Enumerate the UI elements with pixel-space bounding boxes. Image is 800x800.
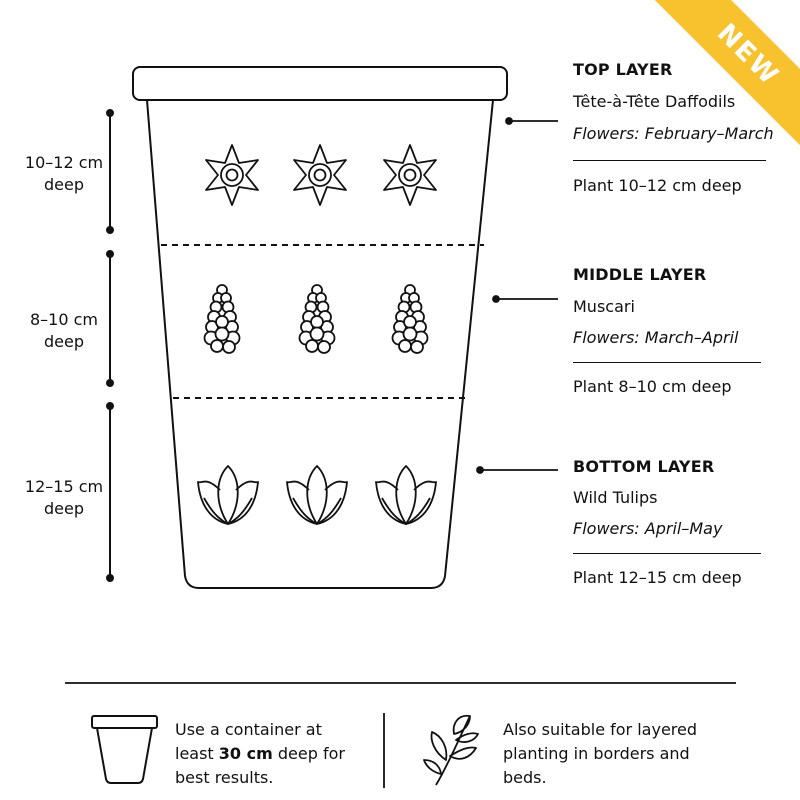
- bottom-layer-heading: BOTTOM LAYER: [573, 457, 715, 476]
- muscari-icon: [393, 285, 428, 353]
- container-note-bold: 30 cm: [218, 744, 273, 763]
- bottom-layer-plant: Wild Tulips: [573, 488, 658, 507]
- depth-label-top: [4, 152, 124, 196]
- bottom-layer-depth: Plant 12–15 cm deep: [573, 568, 742, 587]
- daffodil-icon: [384, 145, 436, 205]
- tulip-icon: [376, 466, 436, 524]
- top-layer-icons: [206, 145, 436, 205]
- depth-label-middle-line2: deep: [44, 332, 84, 351]
- container-note: [175, 718, 345, 790]
- depth-label-bottom: [4, 476, 124, 520]
- new-badge-label: NEW: [711, 18, 785, 92]
- daffodil-icon: [294, 145, 346, 205]
- top-layer-plant: Tête-à-Tête Daffodils: [573, 92, 736, 111]
- tulip-icon: [287, 466, 347, 524]
- top-layer-rule: [573, 160, 766, 161]
- muscari-icon: [300, 285, 335, 353]
- depth-label-middle: [4, 309, 124, 353]
- bottom-layer-icons: [198, 466, 436, 524]
- daffodil-icon: [206, 145, 258, 205]
- leader-lines: [477, 118, 558, 473]
- pot-icon: [92, 716, 157, 783]
- container-note-before: Use a container at least: [175, 720, 322, 763]
- container-note-after: deep for best results.: [175, 744, 345, 787]
- middle-layer-plant: Muscari: [573, 297, 635, 316]
- leaf-sprig-icon: [424, 716, 478, 785]
- top-layer-heading: TOP LAYER: [573, 60, 673, 79]
- depth-label-middle-line1: 8–10 cm: [29, 310, 98, 329]
- bottom-layer-rule: [573, 553, 761, 554]
- top-layer-flowers: Flowers: February–March: [573, 124, 774, 143]
- border-note: Also suitable for layered planting in borders and beds.: [503, 720, 698, 787]
- middle-layer-heading: MIDDLE LAYER: [573, 265, 707, 284]
- depth-label-top-line1: 10–12 cm: [24, 153, 104, 172]
- depth-label-bottom-line1: 12–15 cm: [24, 477, 104, 496]
- muscari-icon: [205, 285, 240, 353]
- middle-layer-flowers: Flowers: March–April: [573, 328, 739, 347]
- middle-layer-icons: [205, 285, 428, 353]
- middle-layer-rule: [573, 362, 761, 363]
- tulip-icon: [198, 466, 258, 524]
- middle-layer-depth: Plant 8–10 cm deep: [573, 377, 732, 396]
- depth-label-top-line2: deep: [44, 175, 84, 194]
- top-layer-depth: Plant 10–12 cm deep: [573, 176, 742, 195]
- depth-label-bottom-line2: deep: [44, 499, 84, 518]
- bottom-layer-flowers: Flowers: April–May: [573, 519, 723, 538]
